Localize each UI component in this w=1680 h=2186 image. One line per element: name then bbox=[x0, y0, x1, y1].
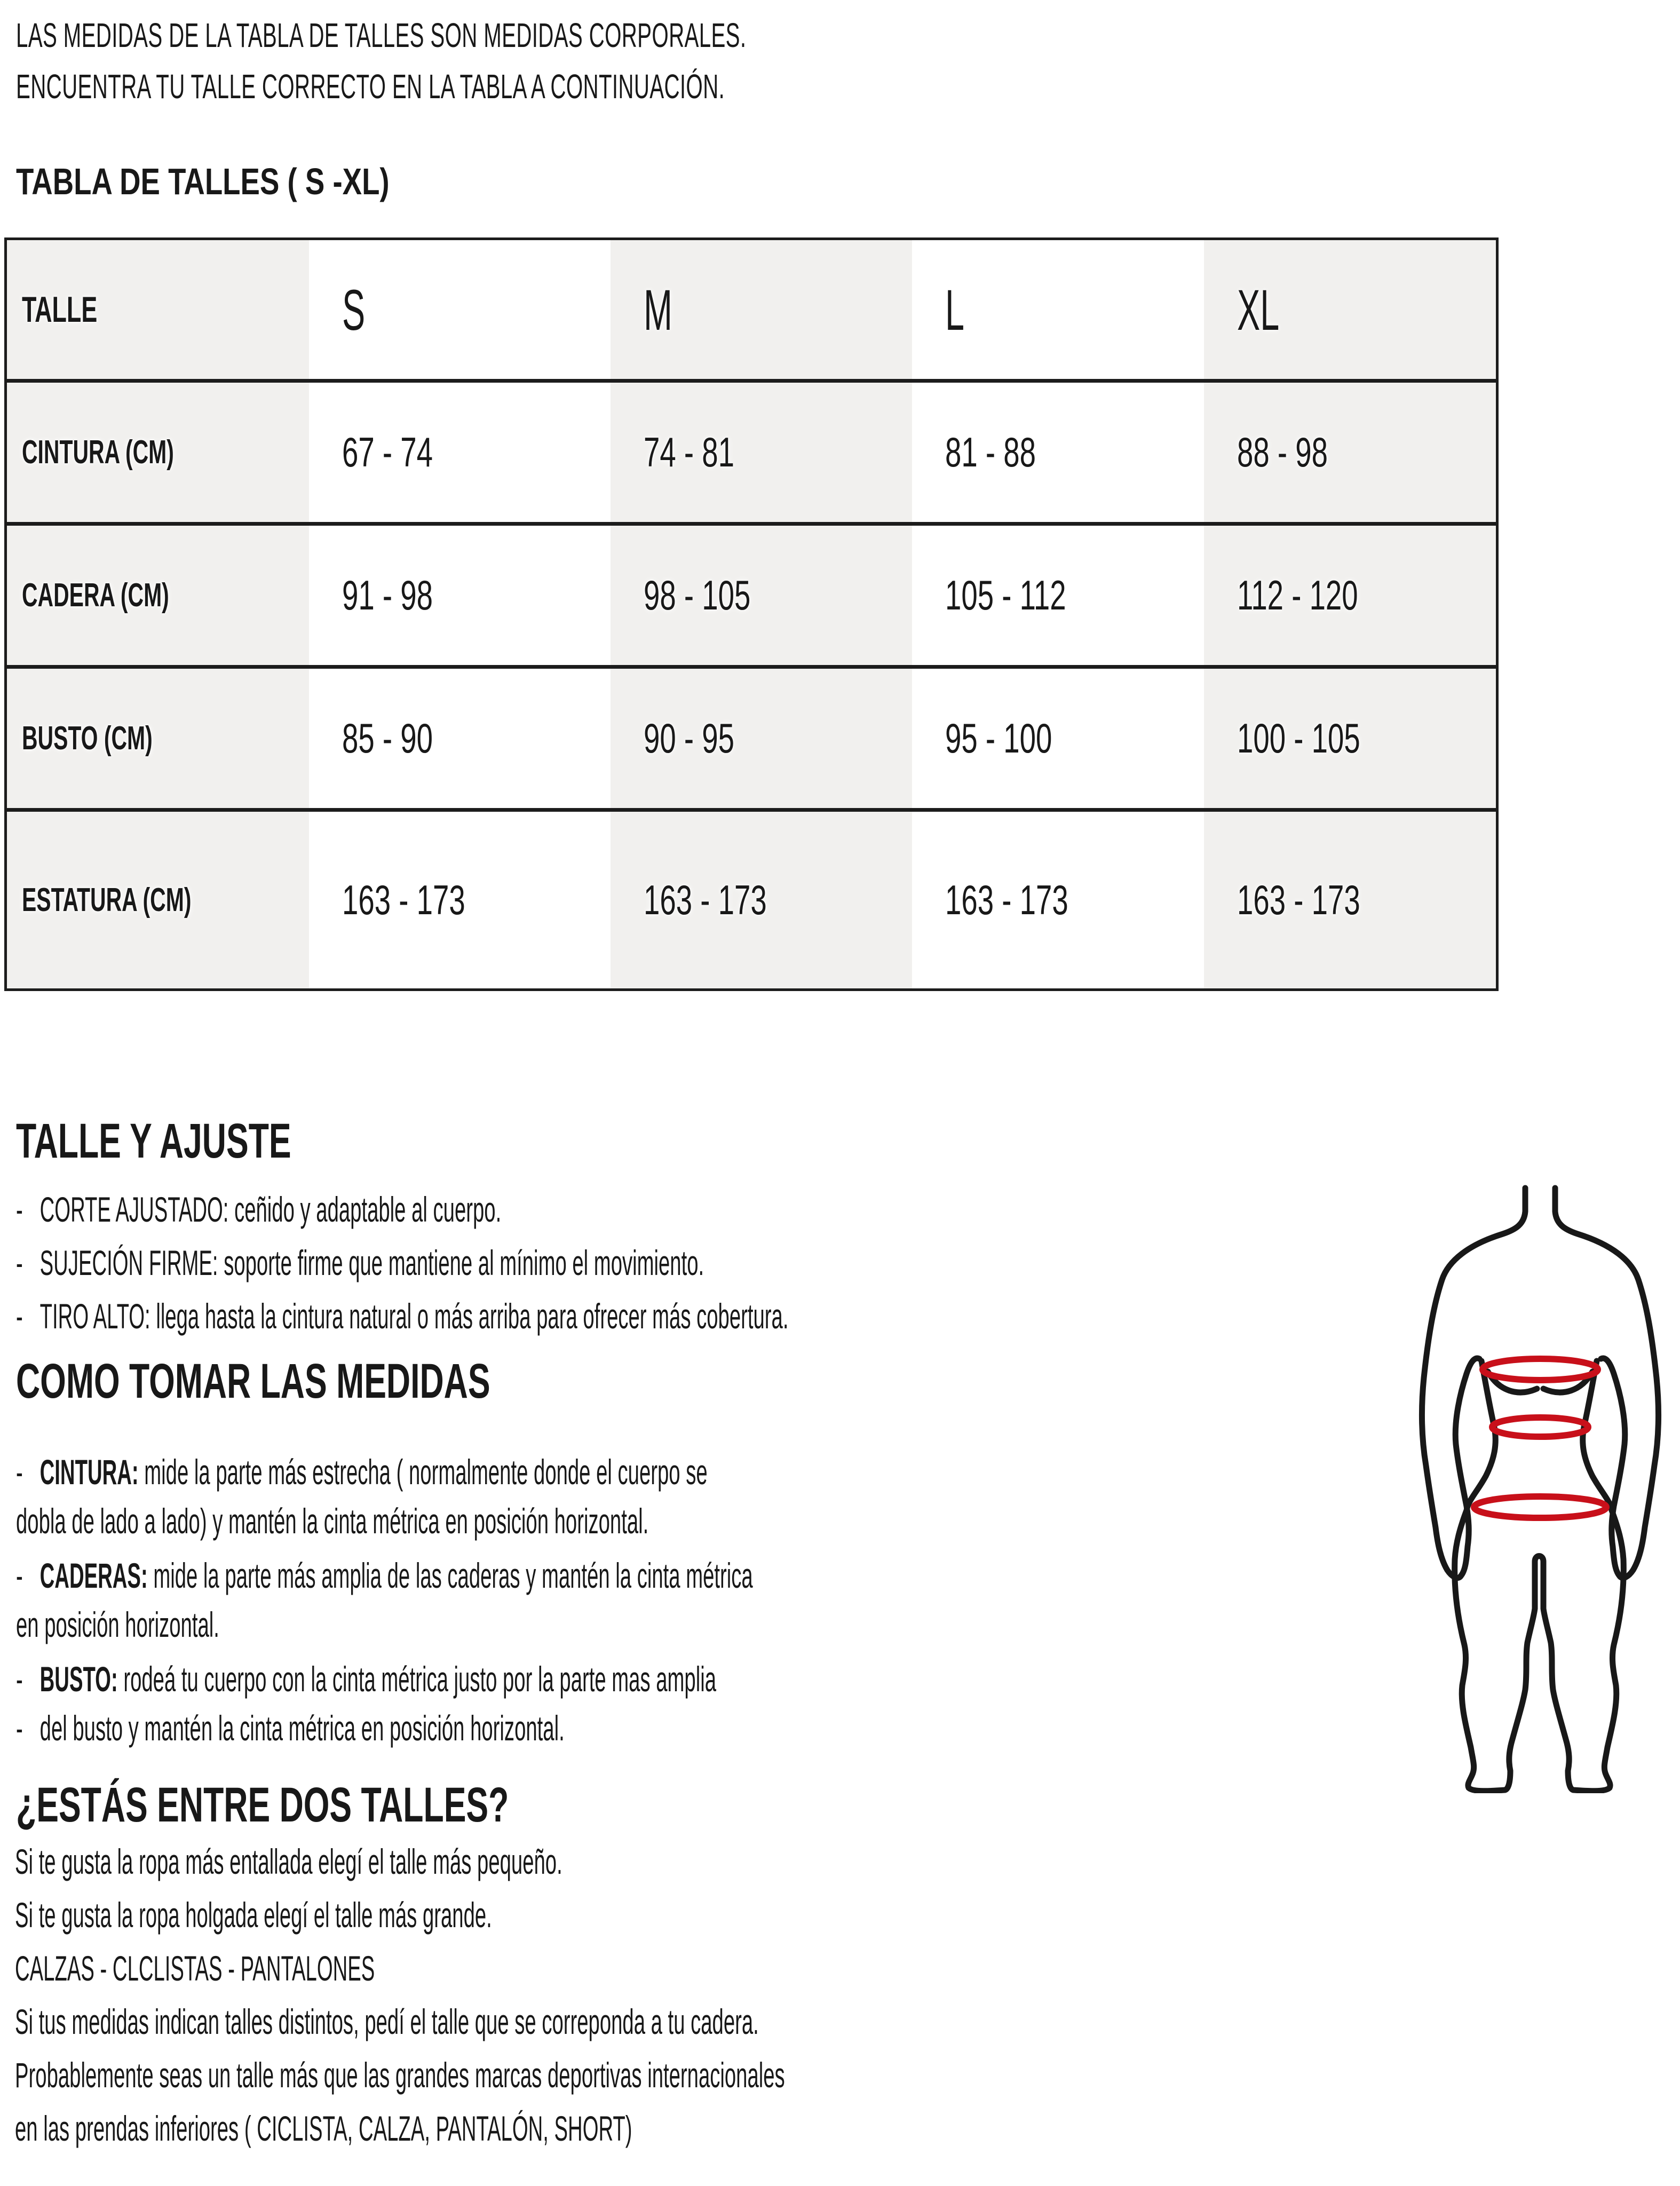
fit-bullet: - TIRO ALTO: llega hasta la cintura natural o más arriba para ofrecer más cobertura. bbox=[16, 1296, 789, 1336]
bust-tape-line bbox=[1483, 1359, 1598, 1380]
header-cell-l: L bbox=[945, 277, 965, 342]
value-cell: 95 - 100 bbox=[945, 715, 1052, 762]
header-cell-s: S bbox=[342, 277, 366, 342]
between-line: Probablemente seas un talle más que las grandes marcas deportivas internacionales bbox=[15, 2055, 785, 2095]
value-cell: 105 - 112 bbox=[945, 572, 1066, 619]
value-cell: 112 - 120 bbox=[1204, 526, 1496, 665]
row-label-cell: BUSTO (CM) bbox=[7, 669, 309, 808]
measure-line: - BUSTO: rodeá tu cuerpo con la cinta métrica justo por la parte mas amplia bbox=[16, 1659, 717, 1699]
value-cell: 67 - 74 bbox=[342, 429, 433, 476]
body-measurement-figure bbox=[1398, 1179, 1665, 1793]
bullet-dash: - bbox=[16, 1556, 23, 1595]
intro-line-2: ENCUENTRA TU TALLE CORRECTO EN LA TABLA A CONTINUACIÓN. bbox=[16, 67, 725, 106]
between-sizes-lines bbox=[15, 1835, 1342, 2155]
bullet-dash: - bbox=[16, 1190, 23, 1229]
value-cell: 163 - 173 bbox=[342, 876, 465, 923]
table-row-cintura bbox=[7, 379, 1496, 522]
between-line: Si tus medidas indican talles distintos, pedí el talle que se correponda a tu cadera. bbox=[15, 2002, 759, 2041]
bullet-dash: - bbox=[16, 1452, 23, 1492]
table-row-cadera bbox=[7, 522, 1496, 665]
row-label-cell: CADERA (CM) bbox=[7, 526, 309, 665]
bullet-dash: - bbox=[16, 1659, 23, 1699]
measure-line: - CINTURA: mide la parte más estrecha ( normalmente donde el cuerpo se bbox=[16, 1452, 708, 1492]
value-cell: 85 - 90 bbox=[342, 715, 433, 762]
waist-tape-line bbox=[1492, 1417, 1588, 1437]
hip-tape-line bbox=[1474, 1496, 1606, 1518]
between-line: Si te gusta la ropa más entallada elegí el talle más pequeño. bbox=[15, 1842, 562, 1881]
bullet-dash: - bbox=[16, 1296, 23, 1336]
measure-line: dobla de lado a lado) y mantén la cinta métrica en posición horizontal. bbox=[16, 1501, 649, 1541]
between-line: CALZAS - CLCLISTAS - PANTALONES bbox=[15, 1949, 375, 1988]
value-cell: 98 - 105 bbox=[611, 526, 912, 665]
value-cell: 163 - 173 bbox=[611, 812, 912, 988]
size-table bbox=[4, 237, 1499, 991]
between-sizes-heading: ¿ESTÁS ENTRE DOS TALLES? bbox=[16, 1777, 509, 1832]
bullet-dash: - bbox=[16, 1708, 23, 1748]
intro-paragraph bbox=[16, 10, 1175, 112]
value-cell: 163 - 173 bbox=[945, 876, 1068, 923]
header-cell-talle: TALLE bbox=[7, 240, 309, 379]
measure-section-lines bbox=[16, 1447, 1287, 1753]
size-table-header-row bbox=[7, 240, 1496, 379]
row-label-cell: ESTATURA (CM) bbox=[7, 812, 309, 988]
bullet-dash: - bbox=[16, 1243, 23, 1282]
value-cell: 81 - 88 bbox=[945, 429, 1036, 476]
value-cell: 163 - 173 bbox=[1204, 812, 1496, 988]
measure-line: en posición horizontal. bbox=[16, 1605, 219, 1644]
fit-section-bullets bbox=[16, 1183, 1348, 1343]
value-cell: 74 - 81 bbox=[611, 383, 912, 522]
fit-bullet: - CORTE AJUSTADO: ceñido y adaptable al cuerpo. bbox=[16, 1190, 502, 1229]
value-cell: 100 - 105 bbox=[1204, 669, 1496, 808]
header-cell-m: M bbox=[611, 240, 912, 379]
measure-line: - del busto y mantén la cinta métrica en posición horizontal. bbox=[16, 1708, 565, 1748]
fit-section-heading: TALLE Y AJUSTE bbox=[16, 1113, 291, 1168]
row-label-cell: CINTURA (CM) bbox=[7, 383, 309, 522]
intro-line-1: LAS MEDIDAS DE LA TABLA DE TALLES SON MEDIDAS CORPORALES. bbox=[16, 16, 747, 54]
between-line: Si te gusta la ropa holgada elegí el talle más grande. bbox=[15, 1895, 492, 1935]
measure-line: - CADERAS: mide la parte más amplia de las caderas y mantén la cinta métrica bbox=[16, 1556, 753, 1595]
header-cell-xl: XL bbox=[1204, 240, 1496, 379]
value-cell: 91 - 98 bbox=[342, 572, 433, 619]
between-line: en las prendas inferiores ( CICLISTA, CALZA, PANTALÓN, SHORT) bbox=[15, 2109, 632, 2148]
body-figure-svg bbox=[1398, 1179, 1665, 1793]
value-cell: 90 - 95 bbox=[611, 669, 912, 808]
size-table-title: TABLA DE TALLES ( S -XL) bbox=[16, 161, 390, 202]
table-row-estatura bbox=[7, 808, 1496, 988]
table-row-busto bbox=[7, 665, 1496, 808]
body-outline-torso-legs bbox=[1455, 1361, 1624, 1791]
measure-section-heading: COMO TOMAR LAS MEDIDAS bbox=[16, 1353, 490, 1408]
fit-bullet: - SUJECIÓN FIRME: soporte firme que mantiene al mínimo el movimiento. bbox=[16, 1243, 704, 1282]
value-cell: 88 - 98 bbox=[1204, 383, 1496, 522]
